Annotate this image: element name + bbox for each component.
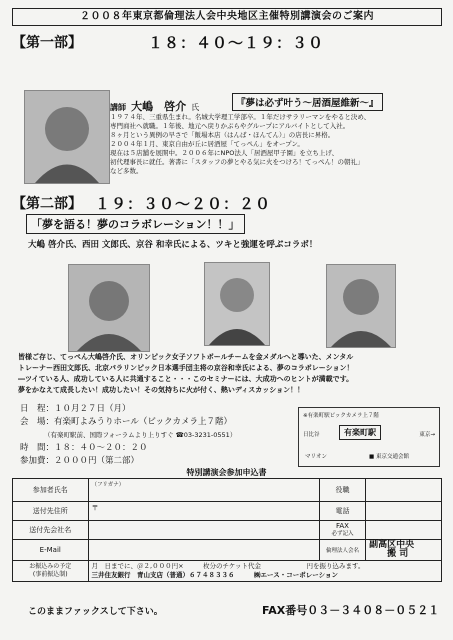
phone-label: 電話 [319,502,365,521]
bio-line: ２００４年１月、東京自由が丘に居酒屋「てっぺん」をオープン。 [110,140,304,148]
venue-value: 有楽町よみうりホール（ビックカメラ上７階） [54,417,233,427]
event-details [20,403,300,468]
part1-label: 【第一部】 [12,35,82,51]
lecture-title: 『夢は必ず叶う～居酒屋維新～』 [232,93,383,111]
bio-line: 初代理事長に就任。著書に「スタッフの夢とやる気に火をつけろ！てっぺん！の朝礼」 [110,158,364,166]
bio-line: ８ヶ月という異例の早さで「飯場本店（はんば・ほんてん）」の店長に昇格。 [110,131,335,139]
fee-label: 参加費： [20,456,55,466]
speaker-bio [110,113,440,176]
guest-photo-kyoya [326,264,396,348]
postal-mark: 〒 [91,504,99,512]
map-note: ※有楽町駅ビックカメラ上７階 [303,413,379,419]
corporation-label: 倫理法人会名 [319,540,365,561]
fax-note: 必ず記入 [331,531,354,537]
guest-photo-nishida [204,262,270,346]
fax-field[interactable] [366,521,442,540]
part2-time: １９：３０～２０：２０ [95,195,272,213]
address-label: 送付先住所 [13,502,89,521]
description-line: ―ツイている人、成功している人に共通すること・・・このセミナーには、大成功へのヒントが満載です。 [18,375,354,383]
payment-label [13,561,89,582]
description-line: トレーナー西田文郎氏、北京パラリンピック日本選手団主将の京谷和幸氏による、夢のコラボレーション！ [18,364,354,372]
position-field[interactable] [366,479,442,502]
speaker-suffix: 氏 [191,103,200,112]
payment-sub: (事前振込制) [32,571,68,578]
date-value: １０月２７日（月） [54,404,131,414]
fax-label [319,521,365,540]
date-label: 日 程： [20,404,55,414]
payment-field[interactable] [88,561,441,582]
email-label: E-Mail [13,540,89,561]
handwritten-name: 搬 司 [387,549,409,559]
part2-guests: 大嶋 啓介氏、西田 文郎氏、京谷 和幸氏による、ツキと強運を呼ぶコラボ！ [28,240,318,250]
position-label: 役職 [319,479,365,502]
handwritten-corp: 副高区中央 [369,540,415,550]
map-right: 東京→ [419,432,435,438]
speaker-line [110,95,199,114]
fee-value: ２０００円（第二部） [54,456,140,466]
bank-info: 三井住友銀行 青山支店（普通）６７４８３３６ [91,571,235,579]
bio-line: 専門商社へ就職。１年後、地元へ戻りかぶらやグループにアルバイトとして入社。 [110,122,350,130]
participant-field[interactable] [88,479,319,502]
part2-theme: 「夢を語る！夢のコラボレーション！！」 [26,214,245,234]
speaker-prefix: 講師 [110,103,126,112]
company-label: 送付先会社名 [13,521,89,540]
part1-time: １８：４０～１９：３０ [148,34,325,52]
map-marion: マリオン [305,454,327,460]
map-left: 日比谷 [303,432,320,438]
fax-text: FAX [335,522,349,530]
speaker-name: 大嶋 啓介 [131,100,187,113]
address-field[interactable] [88,502,319,521]
bio-line: １９７４年、三重県生まれ。名城大学理工学部卒。１年だけサラリーマンをやると決め、 [110,113,371,121]
bio-line: など多数。 [110,167,143,175]
venue-label: 会 場： [20,417,55,427]
account-name: ㈱エース・コーポレーション [254,571,338,579]
furigana-label: （フリガナ） [91,482,125,488]
map-exit: ■ 東京交通会館 [369,454,409,460]
page-title: ２００８年東京都倫理法人会中央地区主催特別講演会のご案内 [12,8,442,26]
part2-description [18,352,446,396]
venue-map [298,407,440,467]
guest-photo-oshima [68,264,150,352]
payment-text: 月 日までに、＠２,０００円× 枚分のチケット代金 円を振り込みます。 [91,562,365,570]
company-field[interactable] [88,521,319,540]
form-title: 特別講演会参加申込書 [186,468,267,477]
footer-fax: FAX番号０３－３４０８－０５２１ [262,604,440,617]
part2-label: 【第二部】 [12,196,82,212]
footer-note: このままファックスして下さい。 [28,607,163,617]
email-field[interactable] [88,540,319,561]
description-line: 皆様ご存じ、てっぺん大嶋啓介氏、オリンピック女子ソフトボールチームを金メダルへと導いた、メンタル [18,353,354,361]
speaker-photo-oshima [24,90,110,184]
map-station: 有楽町駅 [339,425,381,440]
description-line: 夢をかなえて成長したい！成功したい！その気持ちに火が付く、熱いディスカッション！！ [18,386,305,394]
payment-title: お振込みの予定 [29,563,72,570]
venue-access: （有楽町駅前、国際フォーラムより上りすぐ ☎03-3231-0551） [44,431,237,439]
registration-form [12,478,442,582]
corporation-field[interactable] [366,540,442,561]
bio-line: 現在は５店舗を展開中。２００６年にNPO法人「居酒屋甲子園」を立ち上げ、 [110,149,339,157]
time-label: 時 間： [20,443,55,453]
participant-label: 参加者氏名 [13,479,89,502]
phone-field[interactable] [366,502,442,521]
time-value: １８：４０～２０：２０ [54,443,148,453]
